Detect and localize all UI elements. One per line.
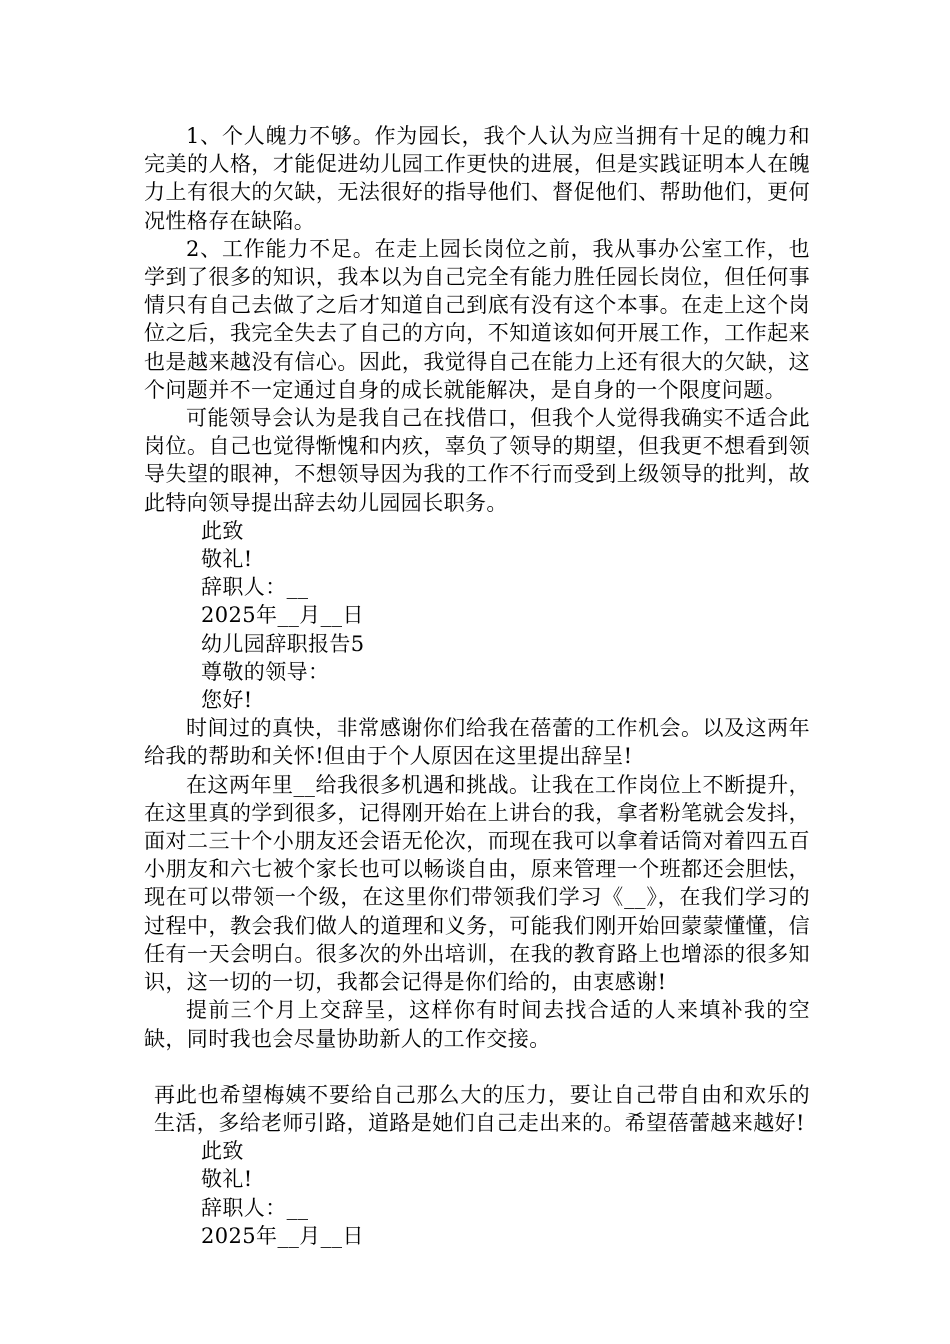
paragraph-experience: 在这两年里__给我很多机遇和挑战。让我在工作岗位上不断提升，在这里真的学到很多，记得刚开始在上讲台的我，拿者粉笔就会发抖，面对二三十个小朋友还会语无伦次，而现在我可以拿着话筒对着四五百小朋友和六七被个家长也可以畅谈自由，原来管理一个班都还会胆怯，现在可以带领一个级，在这里你们带领我们学习《__》，在我们学习的过程中，教会我们做人的道理和义务，可能我们刚开始回蒙蒙懂懂，信任有一天会明白。很多次的外出培训，在我的教育路上也增添的很多知识，这一切的一切，我都会记得是你们给的，由衷感谢! — [144, 772, 810, 995]
paragraph-capacity-lacking: 2、工作能力不足。在走上园长岗位之前，我从事办公室工作，也学到了很多的知识，我本以为自己完全有能力胜任园长岗位，但任何事情只有自己去做了之后才知道自己到底有没有这个本事。在走上这个岗位之后，我完全失去了自己的方向，不知道该如何开展工作，工作起来也是越来越没有信心。因此，我觉得自己在能力上还有很大的欠缺，这个问题并不一定通过自身的成长就能解决，是自身的一个限度问题。 — [144, 236, 810, 402]
report-title: 幼儿园辞职报告5 — [201, 631, 365, 656]
signer-line: 辞职人：__ — [201, 575, 309, 600]
date-line: 2025年__月__日 — [201, 603, 364, 628]
paragraph-resignation-reason: 可能领导会认为是我自己在找借口，但我个人觉得我确实不适合此岗位。自己也觉得惭愧和内疚，辜负了领导的期望，但我更不想看到领导失望的眼神，不想领导因为我的工作不行而受到上级领导的批判，故此特向领导提出辞去幼儿园园长职务。 — [144, 406, 810, 515]
hello-line: 您好! — [201, 688, 253, 713]
closing-line: 此致 — [201, 1139, 244, 1164]
salute-line: 敬礼! — [201, 1167, 253, 1192]
paragraph-handover: 提前三个月上交辞呈，这样你有时间去找合适的人来填补我的空缺，同时我也会尽量协助新人的工作交接。 — [144, 998, 810, 1051]
blank-line — [144, 1053, 810, 1081]
document-page — [144, 122, 810, 1250]
date-line: 2025年__月__日 — [201, 1223, 364, 1248]
paragraph-ability-lacking: 1、个人魄力不够。作为园长，我个人认为应当拥有十足的魄力和完美的人格，才能促进幼儿园工作更快的进展，但是实践证明本人在魄力上有很大的欠缺，无法很好的指导他们、督促他们、帮助他们，更何况性格存在缺陷。 — [144, 124, 810, 233]
paragraph-wishes: 再此也希望梅姨不要给自己那么大的压力，要让自己带自由和欢乐的生活，多给老师引路，道路是她们自己走出来的。希望蓓蕾越来越好! — [154, 1082, 810, 1135]
salute-line: 敬礼! — [201, 547, 253, 572]
closing-line: 此致 — [201, 518, 244, 543]
signer-line: 辞职人：__ — [201, 1195, 309, 1220]
paragraph-thanks: 时间过的真快，非常感谢你们给我在蓓蕾的工作机会。以及这两年给我的帮助和关怀!但由于个人原因在这里提出辞呈! — [144, 716, 810, 769]
greeting-line: 尊敬的领导： — [201, 659, 330, 684]
